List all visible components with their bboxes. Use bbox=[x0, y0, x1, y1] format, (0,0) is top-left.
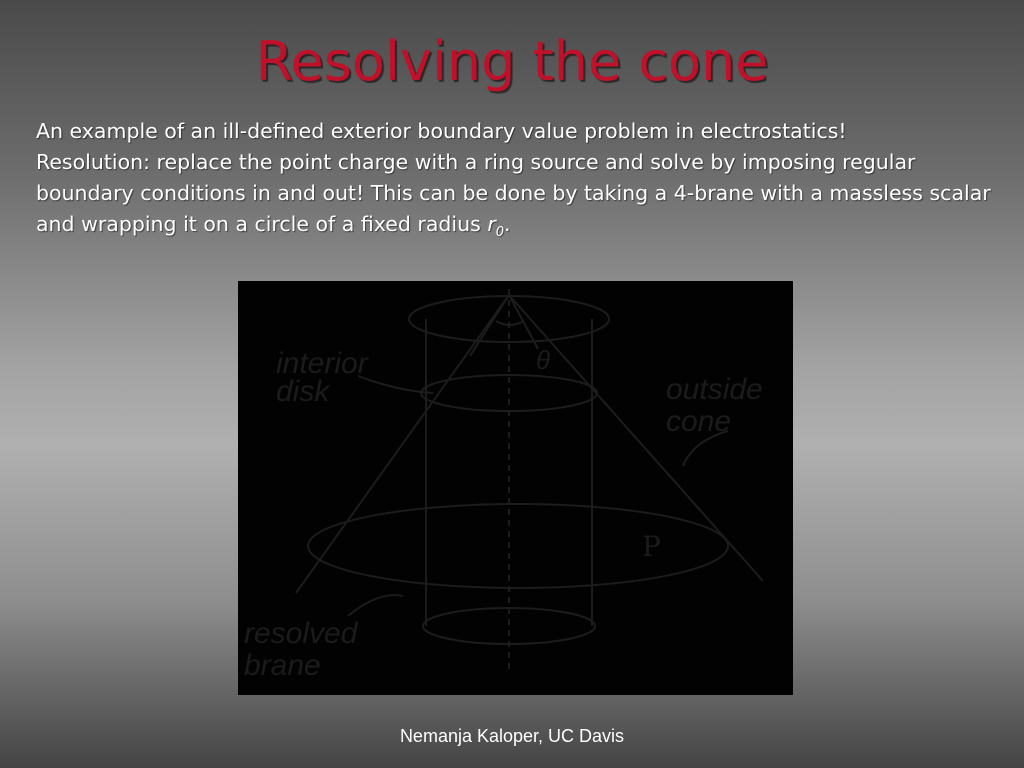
slide-body-text bbox=[36, 116, 996, 248]
slide-title: Resolving the cone bbox=[255, 30, 769, 93]
resolved-brane-arrow bbox=[348, 595, 403, 616]
label-outside-line1: outside bbox=[666, 373, 763, 406]
cone-diagram bbox=[238, 281, 793, 695]
resolved-brane-ellipse bbox=[308, 504, 728, 588]
body-line-resolution: Resolution: replace the point charge with a ring source and solve by imposing regular boundary conditions in and out! This can be done by taking a 4-brane with a massless scalar and wrapping it on a circle of a fixed radius bbox=[36, 150, 991, 236]
label-interior-line1: interior bbox=[276, 347, 368, 380]
cone-left-edge bbox=[296, 295, 509, 593]
slide-footer: Nemanja Kaloper, UC Davis bbox=[399, 726, 625, 746]
radius-symbol: r bbox=[487, 212, 496, 236]
radius-subscript: 0 bbox=[495, 225, 505, 241]
label-point-p: P bbox=[642, 530, 661, 563]
label-resolved-line1: resolved bbox=[244, 617, 358, 650]
cone-figure bbox=[238, 281, 793, 695]
label-interior-line2: disk bbox=[276, 375, 330, 408]
upper-cone-left bbox=[470, 295, 509, 356]
label-resolved-line2: brane bbox=[244, 649, 321, 682]
body-end-punct: . bbox=[504, 212, 511, 236]
body-line-intro: An example of an ill-defined exterior boundary value problem in electrostatics! bbox=[36, 119, 847, 143]
label-outside-line2: cone bbox=[666, 405, 732, 438]
label-angle-theta: θ bbox=[536, 345, 551, 375]
